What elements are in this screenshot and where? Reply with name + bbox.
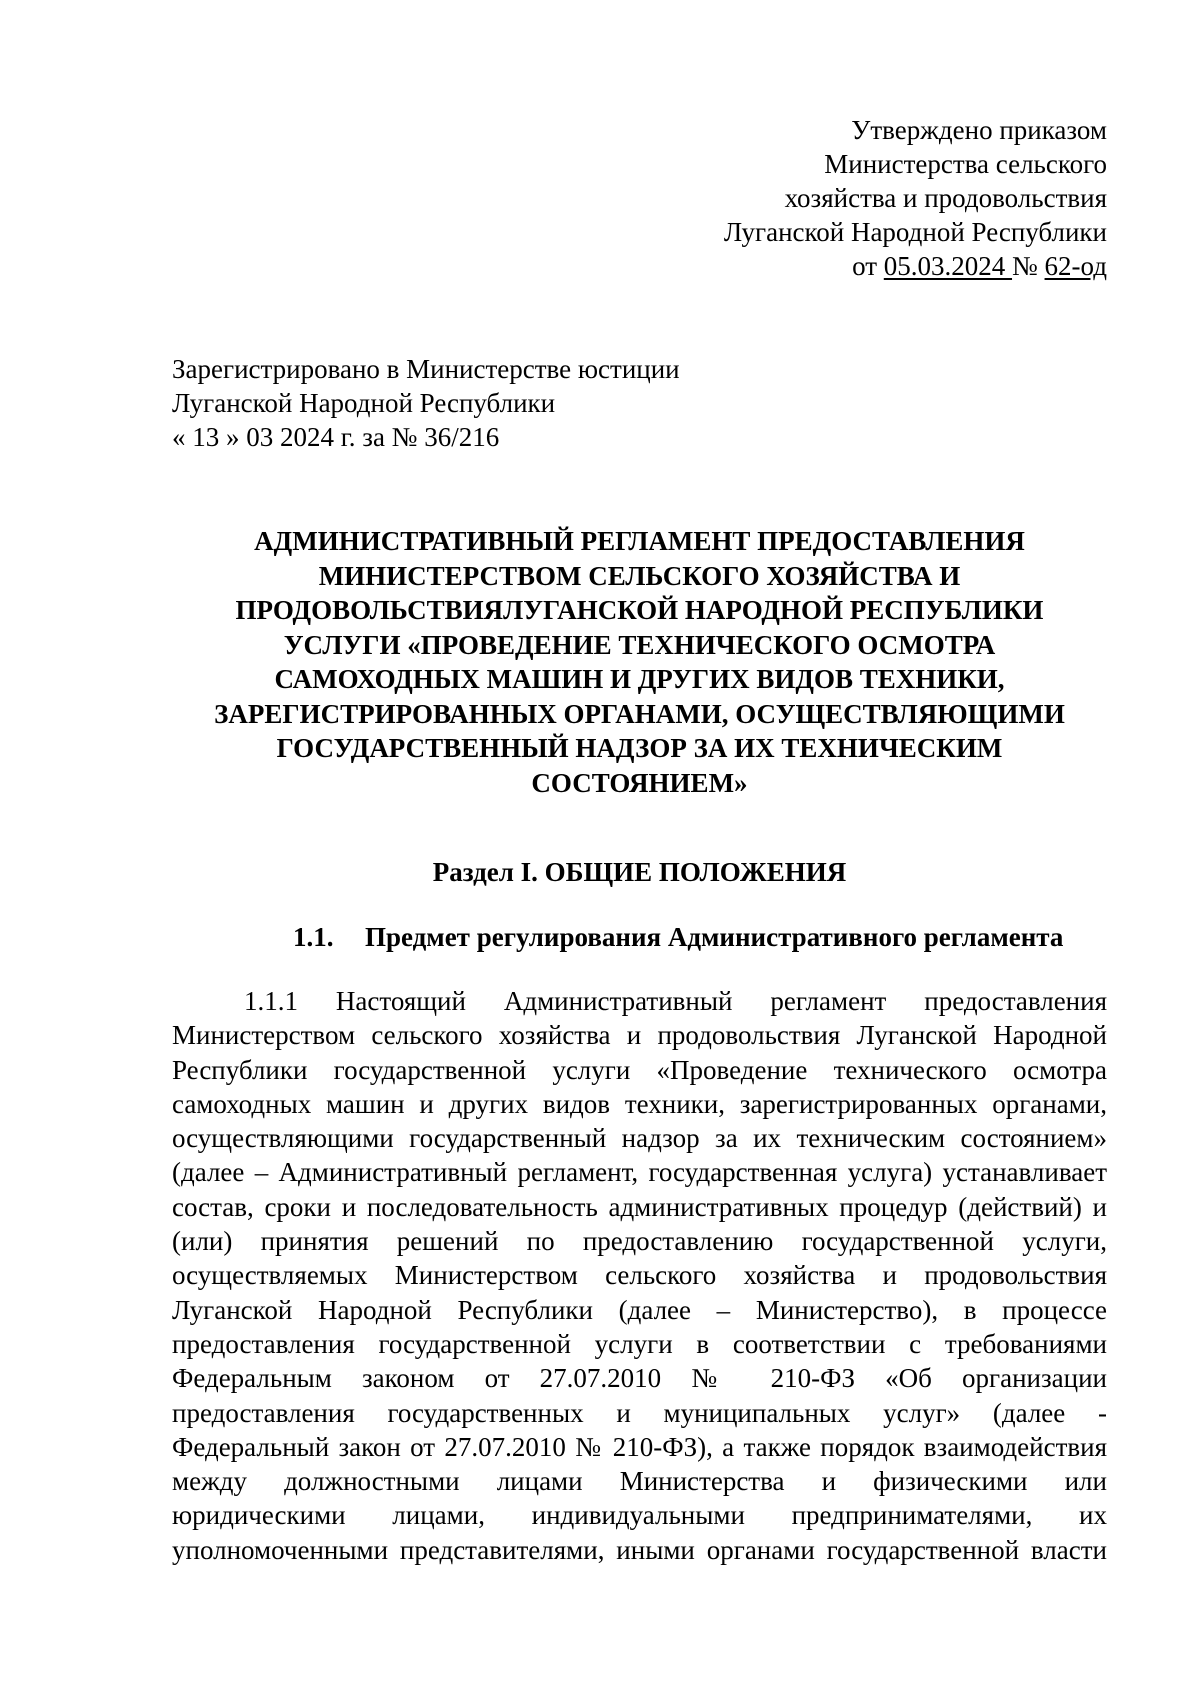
registration-block bbox=[172, 352, 680, 454]
approval-stamp-block bbox=[724, 113, 1107, 283]
body-paragraph bbox=[172, 984, 1107, 1567]
approval-line-4: Луганской Народной Республики bbox=[723, 217, 1107, 247]
body-line: состав, сроки и последовательность административных процедур (действий) и bbox=[172, 1191, 1107, 1222]
approval-date-prefix: от bbox=[852, 251, 884, 281]
approval-line-2: Министерства сельского bbox=[824, 149, 1107, 179]
registration-line-2: Луганской Народной Республики bbox=[172, 388, 556, 418]
body-line: осуществляющими государственный надзор за их техническим состоянием» bbox=[172, 1123, 1107, 1154]
body-line: осуществляемых Министерством сельского хозяйства и продовольствия bbox=[172, 1260, 1107, 1291]
body-line: Луганской Народной Республики (далее – Министерство), в процессе bbox=[172, 1294, 1107, 1325]
title-line: ПРОДОВОЛЬСТВИЯЛУГАНСКОЙ НАРОДНОЙ РЕСПУБЛИКИ bbox=[235, 595, 1044, 625]
title-line: ЗАРЕГИСТРИРОВАННЫХ ОРГАНАМИ, ОСУЩЕСТВЛЯЮЩИМИ bbox=[214, 698, 1065, 729]
title-line: САМОХОДНЫХ МАШИН И ДРУГИХ ВИДОВ ТЕХНИКИ, bbox=[274, 664, 1005, 694]
title-line: СОСТОЯНИЕМ» bbox=[531, 767, 748, 798]
body-line: 1.1.1 Настоящий Административный регламент предоставления bbox=[244, 986, 1107, 1016]
body-line: предоставления государственных и муниципальных услуг» (далее - bbox=[172, 1397, 1107, 1428]
approval-date: 05.03.2024 bbox=[883, 251, 1013, 281]
registration-line-3: « 13 » 03 2024 г. за № 36/216 bbox=[172, 422, 500, 452]
approval-date-line bbox=[724, 249, 1107, 283]
body-line: Федеральный закон от 27.07.2010 № 210-ФЗ), а также порядок взаимодействия bbox=[172, 1431, 1107, 1462]
body-line: предоставления государственной услуги в соответствии с требованиями bbox=[172, 1328, 1107, 1359]
subsection-title: Предмет регулирования Административного регламента bbox=[365, 922, 1064, 952]
title-line: УСЛУГИ «ПРОВЕДЕНИЕ ТЕХНИЧЕСКОГО ОСМОТРА bbox=[283, 629, 996, 660]
body-line: (далее – Административный регламент, государственная услуга) устанавливает bbox=[172, 1157, 1107, 1188]
body-line: Министерством сельского хозяйства и продовольствия Луганской Народной bbox=[172, 1020, 1107, 1051]
title-line: ГОСУДАРСТВЕННЫЙ НАДЗОР ЗА ИХ ТЕХНИЧЕСКИМ bbox=[276, 733, 1003, 763]
document-title bbox=[172, 524, 1107, 800]
title-line: МИНИСТЕРСТВОМ СЕЛЬСКОГО ХОЗЯЙСТВА И bbox=[318, 560, 961, 591]
approval-line-3: хозяйства и продовольствия bbox=[784, 183, 1107, 213]
subsection-heading bbox=[293, 920, 1063, 954]
body-line: самоходных машин и других видов техники, зарегистрированных органами, bbox=[172, 1088, 1107, 1119]
registration-line-1: Зарегистрировано в Министерстве юстиции bbox=[172, 354, 680, 384]
body-line: уполномоченными представителями, иными органами государственной власти bbox=[172, 1534, 1107, 1565]
body-line: Федеральным законом от 27.07.2010 № 210-ФЗ «Об организации bbox=[172, 1363, 1107, 1394]
body-line: Республики государственной услуги «Проведение технического осмотра bbox=[172, 1054, 1107, 1085]
body-line: (или) принятия решений по предоставлению государственной услуги, bbox=[172, 1226, 1107, 1257]
approval-number: 62-од bbox=[1044, 251, 1107, 281]
body-line: юридическими лицами, индивидуальными предпринимателями, их bbox=[172, 1500, 1107, 1531]
section-heading: Раздел I. ОБЩИЕ ПОЛОЖЕНИЯ bbox=[432, 857, 847, 887]
approval-number-prefix: № bbox=[1012, 251, 1045, 281]
subsection-number: 1.1. bbox=[293, 922, 334, 952]
approval-line-1: Утверждено приказом bbox=[851, 115, 1107, 145]
title-line: АДМИНИСТРАТИВНЫЙ РЕГЛАМЕНТ ПРЕДОСТАВЛЕНИЯ bbox=[254, 526, 1025, 556]
body-line: между должностными лицами Министерства и физическими или bbox=[172, 1466, 1107, 1497]
